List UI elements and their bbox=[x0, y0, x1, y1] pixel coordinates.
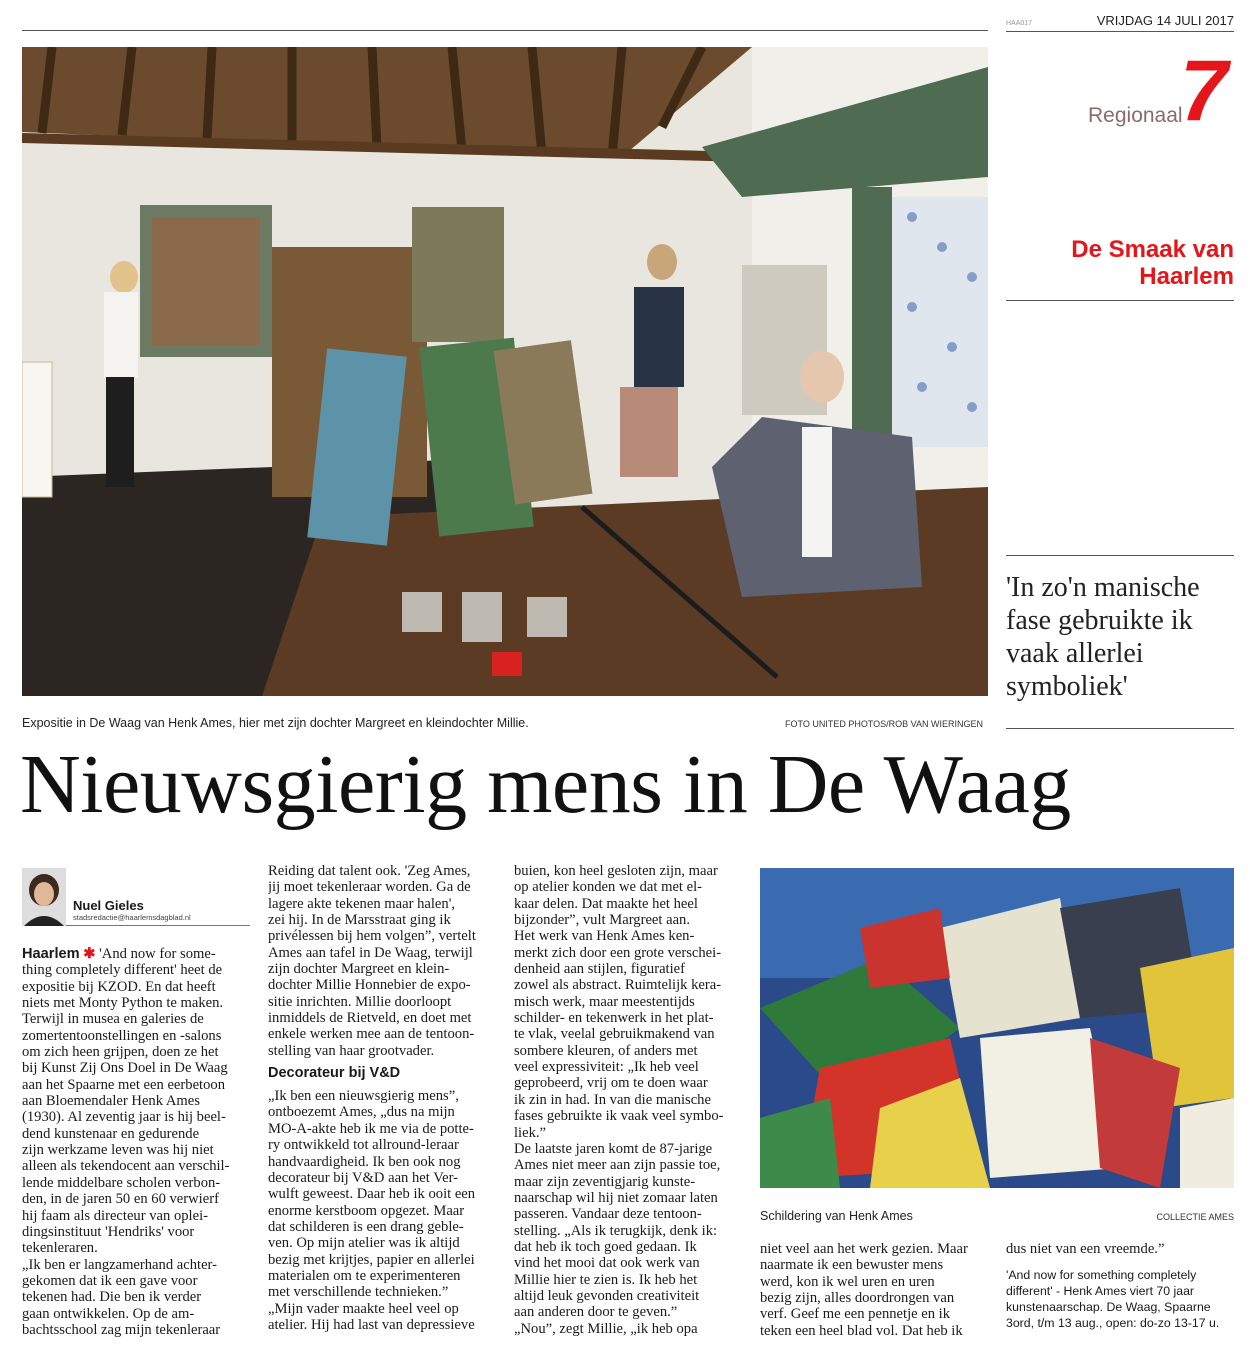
pull-quote-line: fase gebruikte ik bbox=[1006, 605, 1193, 636]
subheading: Decorateur bij V&D bbox=[268, 1065, 401, 1082]
text-line: Terwijl in musea en galeries de bbox=[22, 1011, 204, 1028]
text-line: enorme kerstboom opgezet. Maar bbox=[268, 1202, 465, 1219]
section-label: Regionaal bbox=[1088, 104, 1183, 127]
text-line: niets met Monty Python te maken. bbox=[22, 995, 224, 1012]
pull-quote-line: symboliek' bbox=[1006, 671, 1128, 702]
painting-caption: Schildering van Henk Ames bbox=[760, 1209, 913, 1223]
text-line: wulft geweest. Daar heb ik ooit een bbox=[268, 1186, 476, 1203]
text-line: Ames niet meer aan zijn passie toe, bbox=[514, 1157, 721, 1174]
text-line: te vlak, veelal gebruikmakend van bbox=[514, 1026, 715, 1043]
text-line: De laatste jaren komt de 87-jarige bbox=[514, 1140, 713, 1157]
text-line: teken een heel blad vol. Dat heb ik bbox=[760, 1322, 963, 1339]
text-line: bachtsschool zag mijn tekenleraar bbox=[22, 1321, 221, 1338]
pull-quote-line: vaak allerlei bbox=[1006, 638, 1144, 669]
text-line: „Ik ben een nieuwsgierig mens”, bbox=[268, 1088, 459, 1105]
pull-quote-line: 'In zo'n manische bbox=[1006, 572, 1200, 603]
page-number: 7 bbox=[1180, 43, 1228, 139]
text-line: werd, kon ik wel uren en uren bbox=[760, 1273, 935, 1290]
byline-rule bbox=[66, 925, 250, 926]
text-line: niet veel aan het werk gezien. Maar bbox=[760, 1241, 968, 1257]
series-title-line: Haarlem bbox=[1139, 263, 1234, 290]
text-line: naarmate ik een bewuster mens bbox=[760, 1257, 944, 1274]
text-line: dat heb ik toch goed gedaan. Ik bbox=[514, 1238, 697, 1255]
text-line: ontboezemt Ames, „dus na mijn bbox=[268, 1104, 455, 1121]
article-column-2 bbox=[268, 863, 500, 1333]
text-line: materialen om te experimenteren bbox=[268, 1267, 461, 1284]
text-line: zowel als abstract. Ruimtelijk kera- bbox=[514, 977, 722, 994]
text-line: dochter Millie Honnebier de expo- bbox=[268, 977, 471, 994]
text-line: lende middelbare scholen verbon- bbox=[22, 1174, 221, 1191]
text-line: fases gebruikte ik vaak veel symbo- bbox=[514, 1108, 724, 1125]
text-line: ry ontwikkeld tot allround-leraar bbox=[268, 1137, 459, 1154]
text-line: vind het mooi dat ook werk van bbox=[514, 1255, 700, 1272]
text-line: stelling. „Als ik terugkijk, denk ik: bbox=[514, 1222, 718, 1239]
text-line: hij faam als directeur van oplei- bbox=[22, 1207, 208, 1224]
text-line: sombere kleuren, of anders met bbox=[514, 1042, 698, 1059]
text-line: den, in de jaren 50 en 60 verwierf bbox=[22, 1191, 219, 1208]
author-name: Nuel Gieles bbox=[73, 898, 144, 913]
main-photo bbox=[22, 47, 988, 696]
text-line: kaar delen. Dat maakte het heel bbox=[514, 895, 698, 912]
text-line: privélessen bij hem volgen”, vertelt bbox=[268, 928, 476, 945]
text-line: schilder- en tekenwerk in het plat- bbox=[514, 1010, 714, 1027]
text-line: dend kunstenaar en gedurende bbox=[22, 1125, 200, 1142]
text-line: misch werk, maar meestentijds bbox=[514, 993, 695, 1010]
text-line: inmiddels de Rietveld, en doet met bbox=[268, 1010, 472, 1027]
text-line: kunstenaarschap. De Waag, Spaarne bbox=[1006, 1300, 1211, 1315]
text-line: merkt zich door een grote verschei- bbox=[514, 944, 722, 961]
text-line: verf. Geef me een pennetje en ik bbox=[760, 1306, 951, 1323]
series-title-line: De Smaak van bbox=[1071, 236, 1234, 263]
text-line: denheid aan stijlen, figuratief bbox=[514, 961, 686, 978]
text-line: met verschillende technieken.” bbox=[268, 1284, 449, 1301]
text-line: ik zin in had. In van die manische bbox=[514, 1091, 711, 1108]
text-line: MO-A-akte heb ik me via de potte- bbox=[268, 1120, 474, 1137]
text-line: Reiding dat talent ook. 'Zeg Ames, bbox=[268, 863, 471, 879]
text-line: gekomen dat ik een gave voor bbox=[22, 1272, 198, 1289]
text-line: „Ik ben er langzamerhand achter- bbox=[22, 1256, 217, 1273]
text-line: altijd leuk gevonden creativiteit bbox=[514, 1287, 700, 1304]
text-line: Millie hier te zien is. Ik heb het bbox=[514, 1271, 698, 1288]
text-line: Het werk van Henk Ames ken- bbox=[514, 928, 695, 945]
text-line: geprobeerd, vrij om te doen waar bbox=[514, 1075, 708, 1092]
text-line: bezig met krijtjes, papier en allerlei bbox=[268, 1251, 475, 1268]
divider bbox=[1006, 300, 1234, 301]
top-rule bbox=[22, 30, 988, 31]
text-line: zomertentoonstellingen en -salons bbox=[22, 1027, 222, 1044]
text-line: „Mijn vader maakte heel veel op bbox=[268, 1300, 459, 1317]
text-line bbox=[22, 946, 254, 962]
pull-quote bbox=[1006, 571, 1200, 703]
divider bbox=[1006, 555, 1234, 556]
page-code: HAA017 bbox=[1006, 20, 1033, 27]
photo-credit: FOTO UNITED PHOTOS/ROB VAN WIERINGEN bbox=[785, 719, 984, 729]
text-line: ven. Op mijn atelier was ik altijd bbox=[268, 1235, 460, 1252]
text-line: dat schilderen is een drang geble- bbox=[268, 1218, 464, 1235]
text-line: lagere akte tekenen maar halen', bbox=[268, 895, 455, 912]
text-line: bij Kunst Zij Ons Doel in De Waag bbox=[22, 1060, 228, 1077]
text-line: maar zijn zeventigjarig kunste- bbox=[514, 1173, 696, 1190]
text-line: enkele werken mee aan de tentoon- bbox=[268, 1026, 475, 1043]
photo-caption: Expositie in De Waag van Henk Ames, hier met zijn dochter Margreet en kleindochter Millie. bbox=[22, 716, 529, 730]
text-line: veel expressiviteit: „Ik heb veel bbox=[514, 1059, 699, 1076]
text-line: dingsinstituut 'Hendriks' voor bbox=[22, 1223, 195, 1240]
text-line: zei hij. In de Marsstraat ging ik bbox=[268, 912, 451, 929]
text-line: bezig zijn, alles doordrongen van bbox=[760, 1290, 955, 1307]
text-line: Ames aan tafel in De Waag, terwijl bbox=[268, 944, 473, 961]
text-line: aan anderen door te geven.” bbox=[514, 1304, 678, 1321]
article-column-1 bbox=[22, 946, 254, 1338]
text-line: om zich heen grijpen, doen ze het bbox=[22, 1044, 219, 1061]
text-line: tekenleraren. bbox=[22, 1240, 98, 1257]
article-column-5 bbox=[1006, 1241, 1238, 1331]
article-column-3 bbox=[514, 863, 746, 1337]
text-line: decorateur bij V&D aan het Ver- bbox=[268, 1169, 459, 1186]
series-title bbox=[1071, 236, 1234, 290]
author-avatar bbox=[22, 868, 66, 926]
divider bbox=[1006, 728, 1234, 729]
text-line: aan Bloemendaler Henk Ames bbox=[22, 1093, 200, 1110]
text-line: alleen als tekendocent aan verschil- bbox=[22, 1158, 230, 1175]
text-line: zijn werkzame leven was hij niet bbox=[22, 1142, 214, 1159]
text-line: stelling van haar grootvader. bbox=[268, 1042, 435, 1059]
author-email[interactable]: stadsredactie@haarlemsdagblad.nl bbox=[73, 913, 191, 922]
dateline: Haarlem bbox=[22, 946, 80, 962]
exhibition-info bbox=[1006, 1267, 1238, 1331]
text-line: sitie inrichten. Millie doorloopt bbox=[268, 993, 452, 1010]
text-line: different' - Henk Ames viert 70 jaar bbox=[1006, 1284, 1195, 1299]
text-line: buien, kon heel gesloten zijn, maar bbox=[514, 863, 718, 879]
text-line: op atelier konden we dat met el- bbox=[514, 879, 703, 896]
text-line: (1930). Al zeventig jaar is hij beel- bbox=[22, 1109, 226, 1126]
text-line: expositie bij KZOD. En dat heeft bbox=[22, 978, 216, 995]
headline: Nieuwsgierig mens in De Waag bbox=[20, 738, 1071, 831]
text-line: atelier. Hij had last van depressieve bbox=[268, 1316, 475, 1333]
text-line: liek.” bbox=[514, 1124, 547, 1141]
text-line: zijn dochter Margreet en klein- bbox=[268, 961, 450, 978]
text-line: bijzonder”, vult Margreet aan. bbox=[514, 912, 691, 929]
abstract-painting bbox=[760, 868, 1234, 1188]
text-line: handvaardigheid. Ik ben ook nog bbox=[268, 1153, 461, 1170]
text-line: tekenen had. Die ben ik verder bbox=[22, 1289, 202, 1306]
text-line: „Nou”, zegt Millie, „ik heb opa bbox=[514, 1320, 698, 1337]
asterisk-icon: ✱ bbox=[83, 946, 96, 962]
article-column-4 bbox=[760, 1241, 992, 1339]
text-line: jij moet tekenleraar worden. Ga de bbox=[268, 879, 471, 896]
text-line: gaan ontwikkelen. Op de am- bbox=[22, 1305, 195, 1322]
issue-date: VRIJDAG 14 JULI 2017 bbox=[1096, 13, 1234, 28]
text-line: 'And now for some- bbox=[99, 946, 216, 962]
text-line: 3ord, t/m 13 aug., open: do-zo 13-17 u. bbox=[1006, 1316, 1220, 1331]
painting-credit: COLLECTIE AMES bbox=[1156, 1212, 1234, 1222]
text-line: aan het Spaarne met een eerbetoon bbox=[22, 1076, 225, 1093]
text-line: 'And now for something completely bbox=[1006, 1268, 1197, 1283]
text-line: naarschap wil hij niet zomaar laten bbox=[514, 1189, 718, 1206]
top-rule-right bbox=[1006, 31, 1234, 32]
text-line: passeren. Vandaar deze tentoon- bbox=[514, 1206, 702, 1223]
text-line: dus niet van een vreemde.” bbox=[1006, 1241, 1165, 1257]
text-line: thing completely different' heet de bbox=[22, 962, 223, 979]
